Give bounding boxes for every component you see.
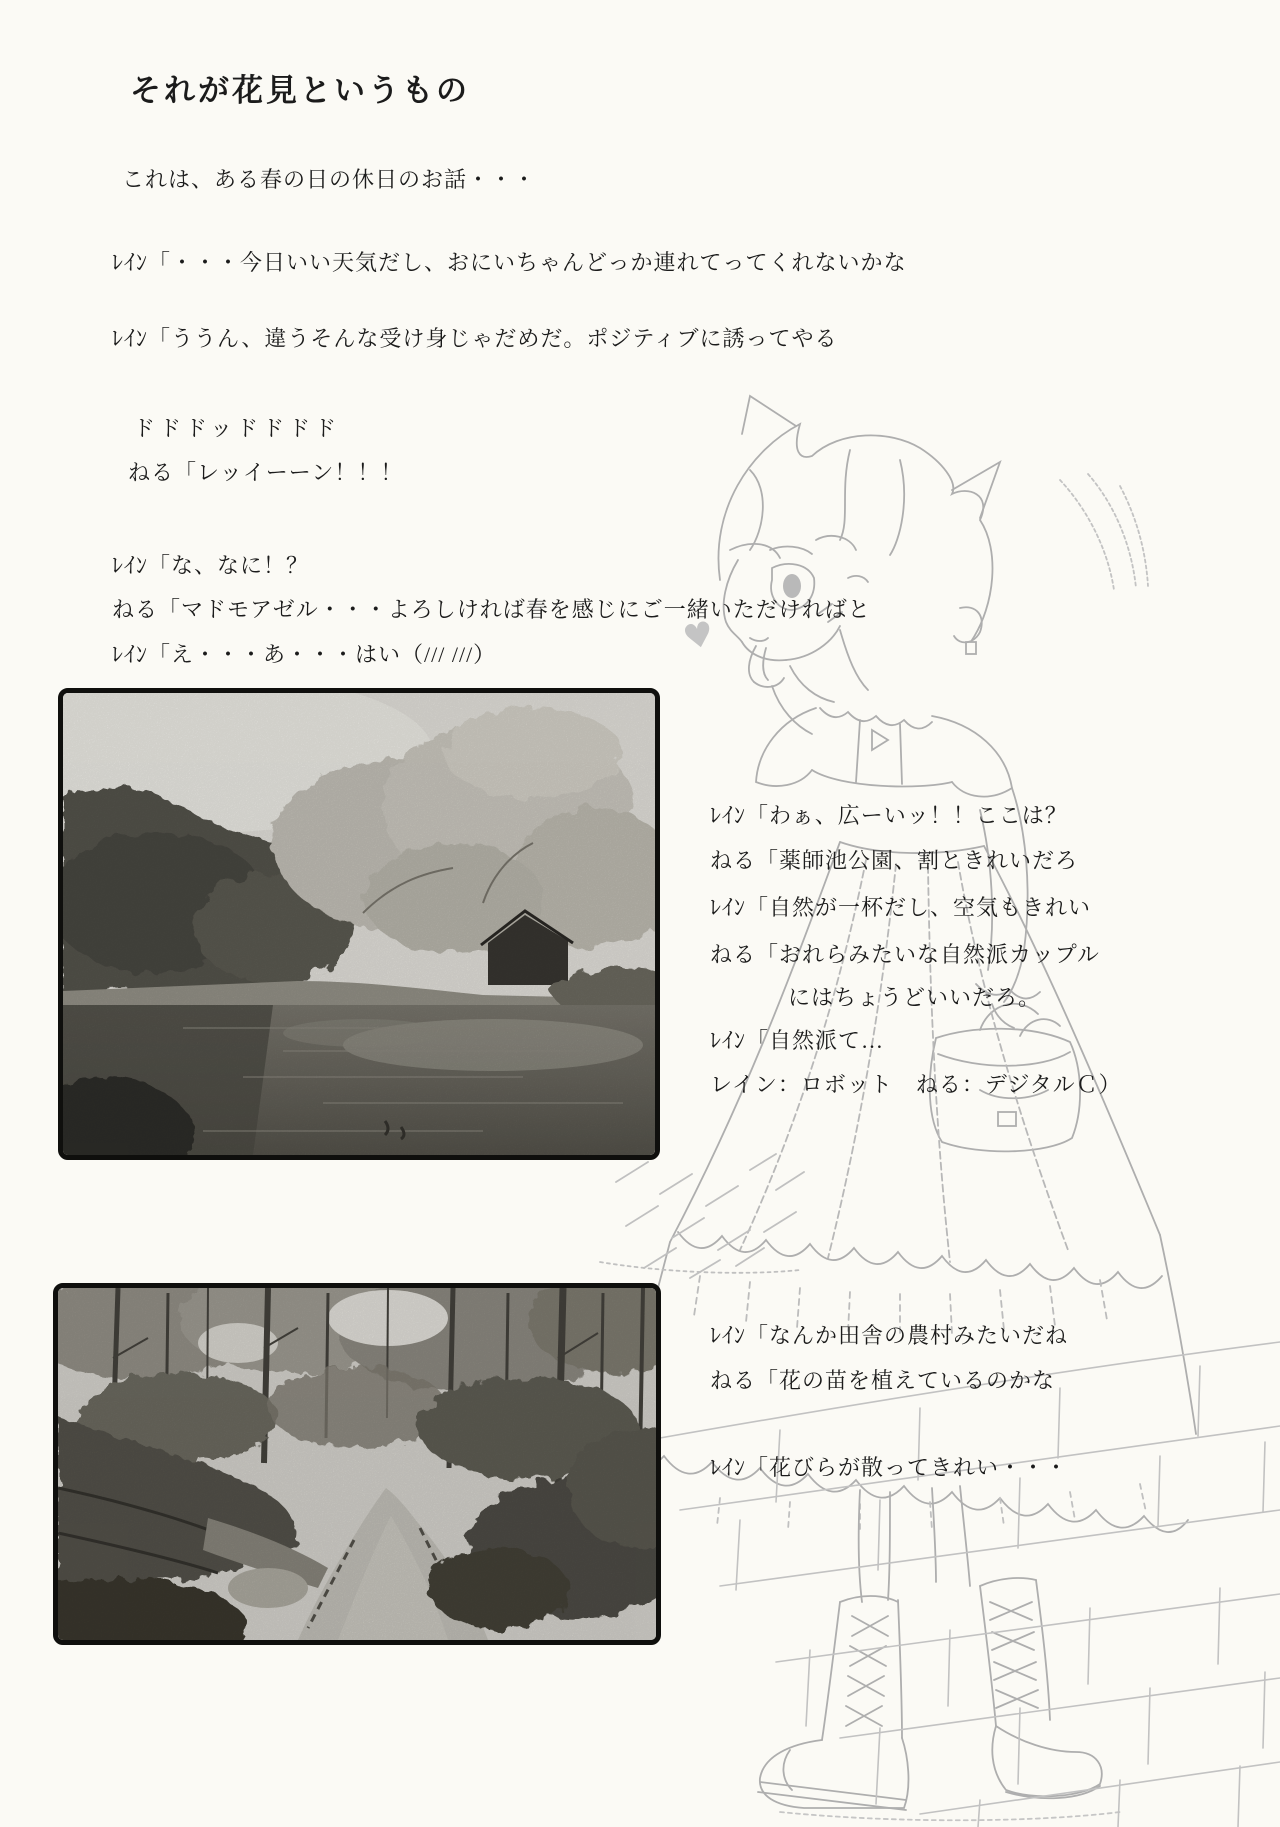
intro-line: これは、ある春の日の休日のお話・・・ <box>122 167 537 192</box>
dialog-line-park-4: ねる「おれらみたいな自然派カップル <box>710 942 1100 967</box>
dialog-line-village-1: ﾚｲﾝ「なんか田舎の農村みたいだね <box>710 1323 1069 1348</box>
sketch-stray-strokes <box>1060 474 1148 590</box>
dialog-line-park-5: にはちょうどいいだろ。 <box>788 985 1042 1010</box>
sketch-bodice <box>756 630 1012 797</box>
dialog-line-village-2: ねる「花の苗を植えているのかな <box>710 1368 1056 1393</box>
dialog-line-park-1: ﾚｲﾝ「わぁ、広ーいッ！！ここは？ <box>710 803 1068 828</box>
heart-icon: ♥ <box>679 613 718 660</box>
sketch-legs-boots <box>758 1486 1120 1820</box>
sketch-hand <box>749 646 812 734</box>
dialog-line-petals: ﾚｲﾝ「花びらが散ってきれい・・・ <box>710 1455 1069 1480</box>
dialog-line-neru-1: ねる「マドモアゼル・・・よろしければ春を感じにご一緒いただければと <box>112 597 871 622</box>
dialog-line-park-2: ねる「薬師池公園、割ときれいだろ <box>710 848 1079 873</box>
dialog-line-park-3: ﾚｲﾝ「自然が一杯だし、空気もきれい <box>710 895 1092 920</box>
dialog-line-rain-3: ﾚｲﾝ「な、なに！？ <box>112 553 310 578</box>
credit-line: レイン：ロボット ねる：デジタルＣ） <box>710 1072 1122 1097</box>
dialog-line-rain-4: ﾚｲﾝ「え・・・あ・・・はい（/// ///） <box>112 642 497 667</box>
page-title: それが花見というもの <box>130 73 470 108</box>
dialog-line-neru-call: ねる「レッイーーン！！！ <box>128 460 404 485</box>
dialog-line-rain-1: ﾚｲﾝ「・・・今日いい天気だし、おにいちゃんどっか連れてってくれないかな <box>112 250 907 275</box>
sfx-line: ドドドッドドドド <box>133 416 341 441</box>
garden-path-photo <box>53 1283 661 1645</box>
dialog-line-park-6: ﾚｲﾝ「自然派て… <box>710 1028 885 1053</box>
dialog-line-rain-2: ﾚｲﾝ「ううん、違うそんな受け身じゃだめだ。ポジティブに誘ってやる <box>112 326 838 351</box>
pond-photo <box>58 688 660 1160</box>
